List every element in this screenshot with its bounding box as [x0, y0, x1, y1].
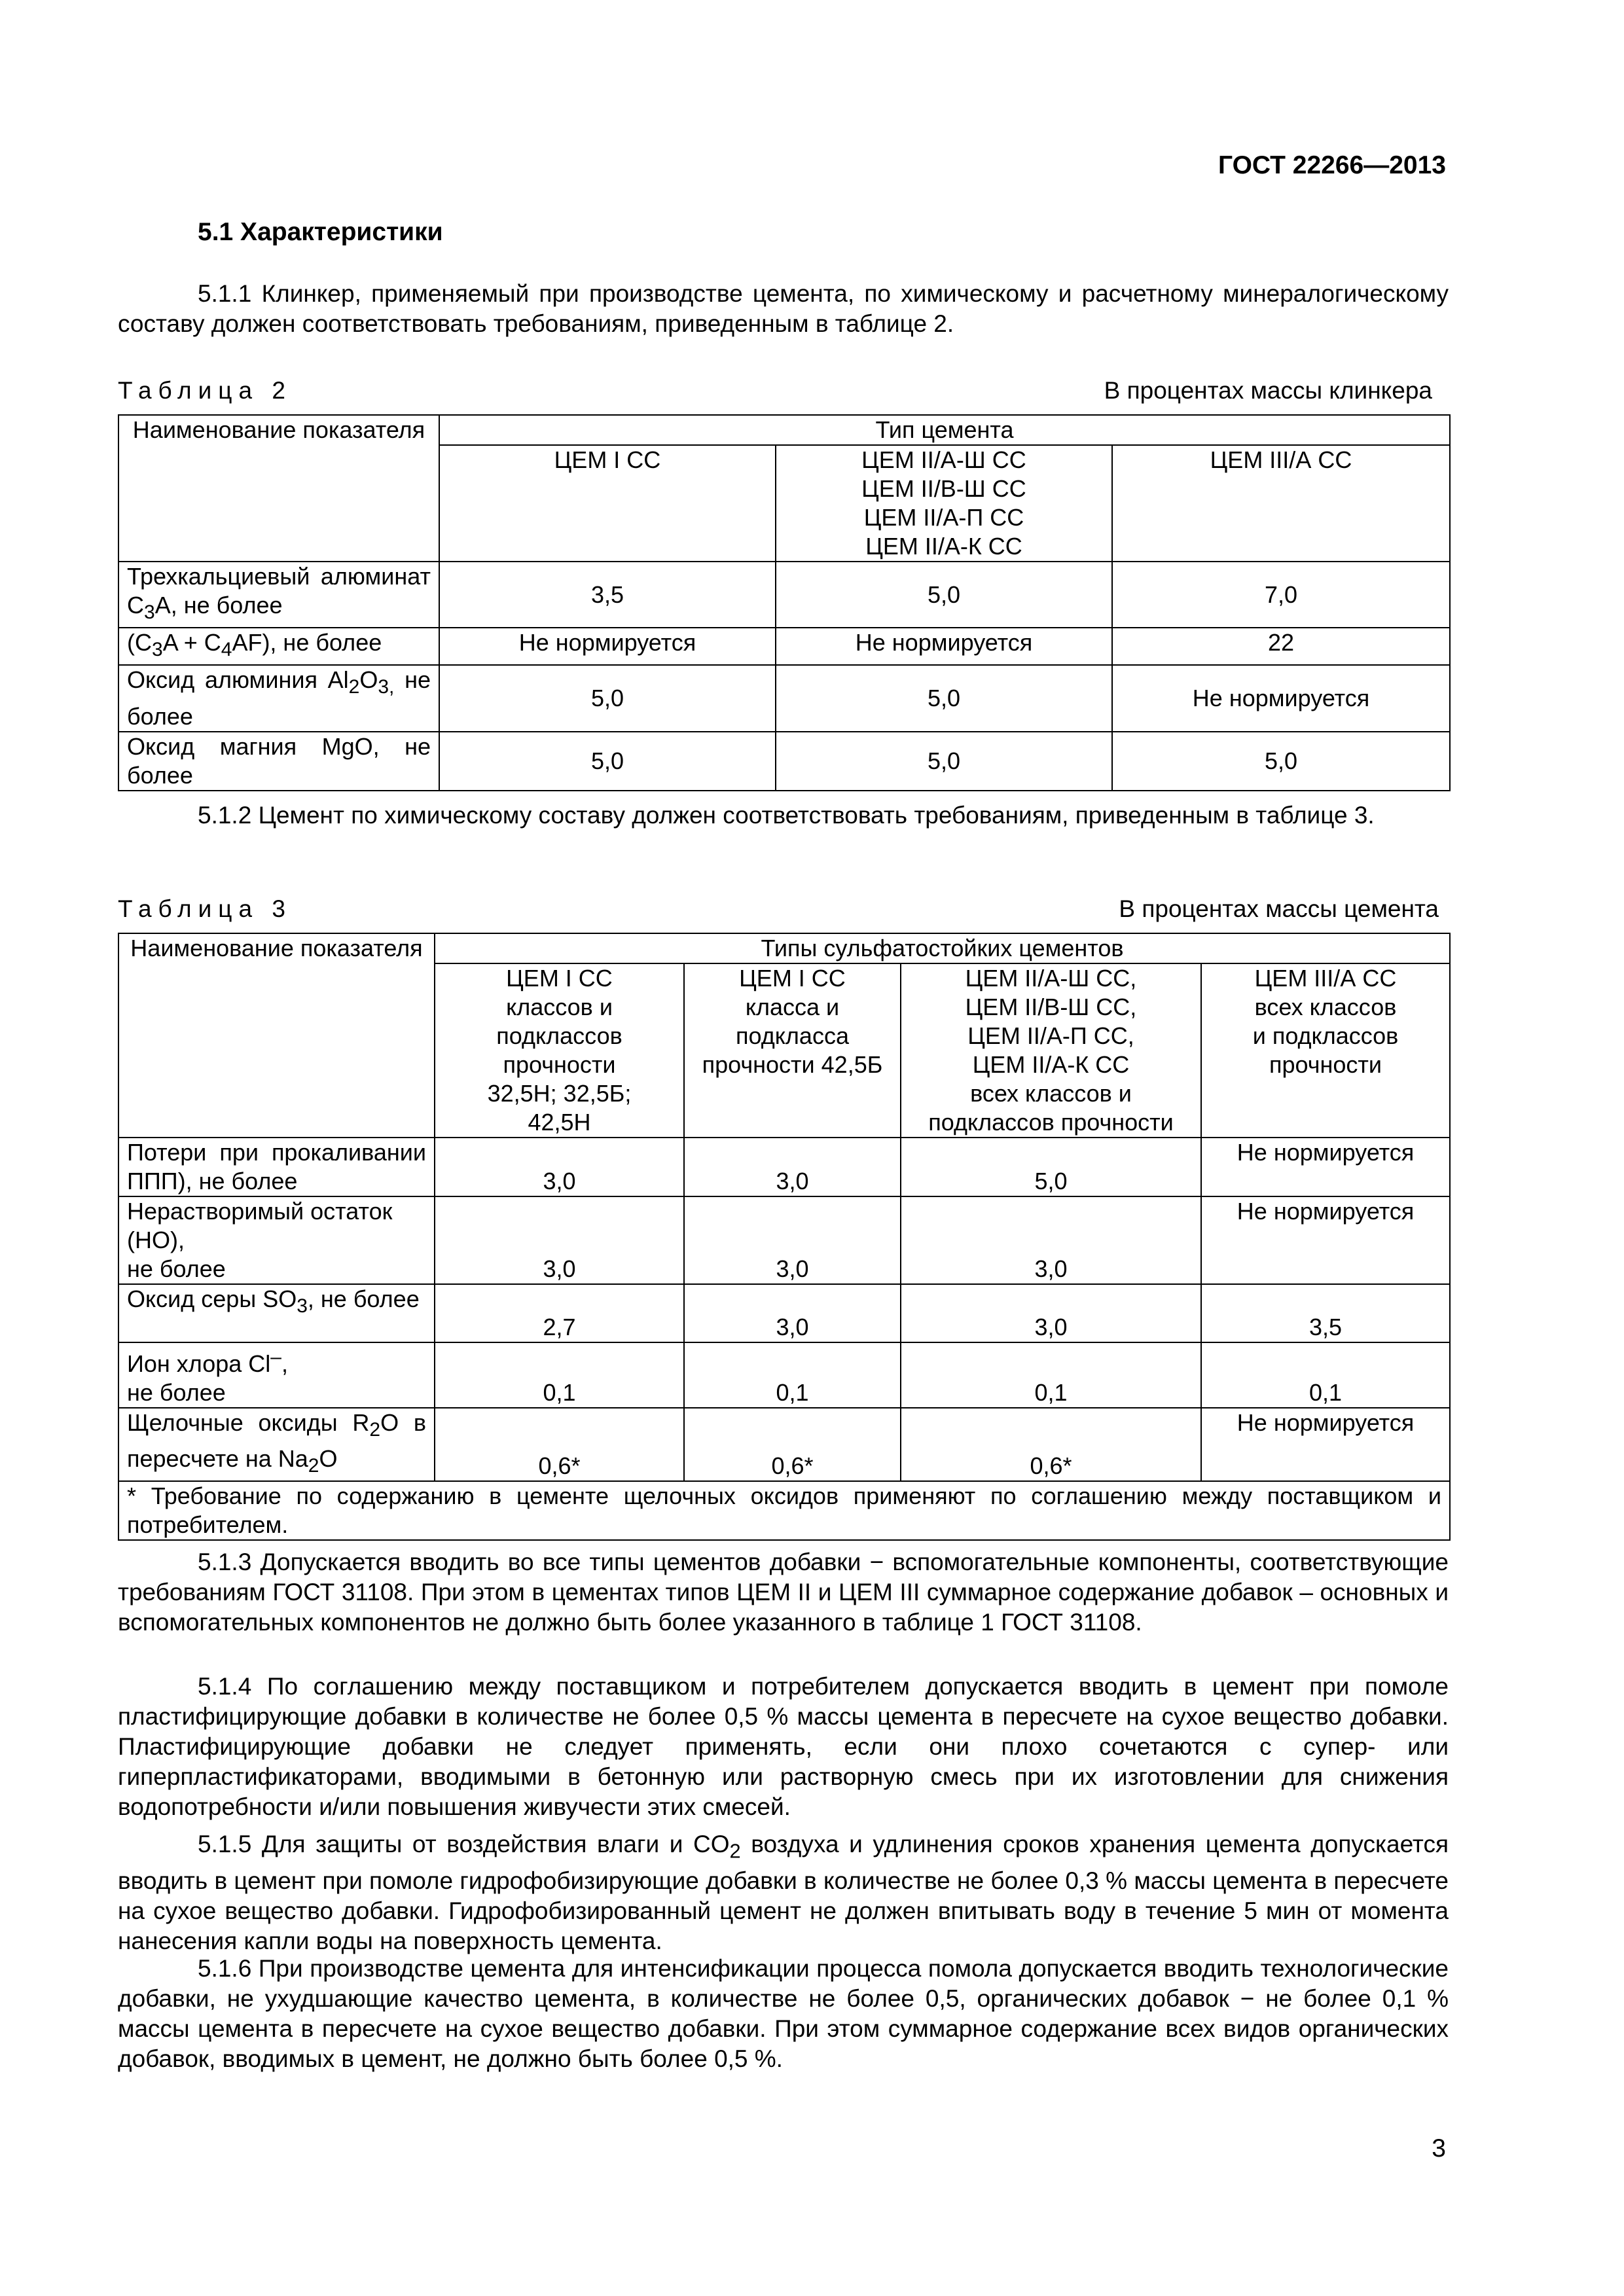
table-cell: 5,0 [901, 1138, 1201, 1196]
table-cell: 0,1 [1201, 1342, 1450, 1408]
paragraph-5-1-3: 5.1.3 Допускается вводить во все типы цементов добавки − вспомогательные компоненты, соответствующие требованиям ГОСТ 31108. При этом в цементах типов ЦЕМ II и ЦЕМ III суммарное содержание добавок – основных и вспомогательных компонентов не должно быть более указанного в таблице 1 ГОСТ 31108. [118, 1549, 1449, 1636]
table-cell: Не нормируется [1201, 1138, 1450, 1196]
table-cell: 5,0 [776, 665, 1112, 731]
table-row [118, 1342, 1450, 1408]
table-cell: 22 [1112, 628, 1450, 665]
table2-col-indicator: Наименование показателя [118, 415, 439, 562]
table-cell: 3,0 [901, 1196, 1201, 1284]
document-code: ГОСТ 22266—2013 [1218, 151, 1446, 179]
table3-row-label: Оксид серы $SO_3$, не более [118, 1284, 435, 1342]
table-cell: 3,0 [684, 1284, 901, 1342]
table-cell: 0,1 [684, 1342, 901, 1408]
table-row [118, 665, 1450, 731]
table-row [118, 628, 1450, 665]
table-cell: 3,5 [1201, 1284, 1450, 1342]
paragraph-5-1-5: 5.1.5 Для защиты от воздействия влаги и $CO_2$ воздуха и удлинения сроков хранения цемента допускается вводить в цемент при помоле гидрофобизирующие добавки в количестве не более 0,3 % массы цемента в пересчете на сухое вещество добавки. Гидрофобизированный цемент не должен впитывать воду в течение 5 мин от момента нанесения капли воды на поверхность цемента. [118, 1831, 1449, 1955]
table3-header-row [118, 933, 1450, 963]
table2-type-cem3: ЦЕМ III/А СС [1112, 445, 1450, 562]
table-2 [118, 414, 1451, 791]
table-row [118, 732, 1450, 791]
table2-row-label: Оксид алюминия $Al_2O_{3,}$ не более [118, 665, 439, 731]
table3-type-4: ЦЕМ III/А СС всех классов и подклассов прочности [1201, 963, 1450, 1138]
table3-row-label: Ион хлора Cl–, не более [118, 1342, 435, 1408]
paragraph-5-1-4: 5.1.4 По соглашению между поставщиком и потребителем допускается вводить в цемент при помоле пластифицирующие добавки в количестве не более 0,5 % массы цемента в пересчете на сухое вещество добавки. Пластифицирующие добавки не следует применять, если они плохо сочетаются с супер- или гиперпластификаторами, вводимыми в бетонную или растворную смесь при их изготовлении для снижения водопотребности и/или повышения живучести этих смесей. [118, 1673, 1449, 1820]
table2-type-cem2: ЦЕМ II/А-Ш СС ЦЕМ II/В-Ш СС ЦЕМ II/А-П СС ЦЕМ II/А-К СС [776, 445, 1112, 562]
table-cell: Не нормируется [439, 628, 776, 665]
table-cell: 3,5 [439, 562, 776, 628]
table3-row-label: Потери при прокаливании ППП), не более [118, 1138, 435, 1196]
table-cell: 5,0 [776, 562, 1112, 628]
table-cell: 0,1 [901, 1342, 1201, 1408]
paragraph-5-1-6: 5.1.6 При производстве цемента для интенсификации процесса помола допускается вводить технологические добавки, не ухудшающие качество цемента, в количестве не более 0,5, органических добавок − не более 0,1 % массы цемента в пересчете на сухое вещество добавки. При этом суммарное содержание всех видов органических добавок, вводимых в цемент, не должно быть более 0,5 %. [118, 1955, 1449, 2072]
page-number: 3 [1432, 2134, 1446, 2162]
table-cell: 0,6* [684, 1408, 901, 1481]
table-row [118, 562, 1450, 628]
table-cell: 5,0 [776, 732, 1112, 791]
table3-type-3: ЦЕМ II/А-Ш СС, ЦЕМ II/В-Ш СС, ЦЕМ II/А-П СС, ЦЕМ II/А-К СС всех классов и подклассов прочности [901, 963, 1201, 1138]
table3-unit: В процентах массы цемента [1119, 895, 1439, 922]
table3-row-label: Нерастворимый остаток (НО), не более [118, 1196, 435, 1284]
table3-col-indicator: Наименование показателя [118, 933, 435, 1138]
table-cell: Не нормируется [1201, 1196, 1450, 1284]
table3-row-label: Щелочные оксиды $R_2O$ в пересчете на $Na_2O$ [118, 1408, 435, 1481]
table-cell: 0,6* [901, 1408, 1201, 1481]
table-row [118, 1138, 1450, 1196]
table2-type-cem1: ЦЕМ I СС [439, 445, 776, 562]
table-row [118, 1408, 1450, 1481]
table2-col-group: Тип цемента [439, 415, 1450, 445]
table-cell: 5,0 [439, 665, 776, 731]
paragraph-5-1-2: 5.1.2 Цемент по химическому составу должен соответствовать требованиям, приведенным в таблице 3. [198, 802, 1375, 829]
table-cell: 3,0 [684, 1138, 901, 1196]
table-cell: Не нормируется [1112, 665, 1450, 731]
table3-col-group: Типы сульфатостойких цементов [435, 933, 1450, 963]
table-cell: 7,0 [1112, 562, 1450, 628]
table-cell: 3,0 [435, 1196, 684, 1284]
table2-row-label: Трехкальциевый алюминат $C_3A$, не более [118, 562, 439, 628]
table-cell: 5,0 [439, 732, 776, 791]
table-cell: 0,6* [435, 1408, 684, 1481]
table2-caption: Таблица 2 [118, 377, 292, 404]
table3-footnote-row [118, 1481, 1450, 1540]
table3-caption: Таблица 3 [118, 895, 292, 922]
table3-type-1: ЦЕМ I СС классов и подклассов прочности 32,5Н; 32,5Б; 42,5Н [435, 963, 684, 1138]
table3-type-2: ЦЕМ I СС класса и подкласса прочности 42,5Б [684, 963, 901, 1138]
table2-unit: В процентах массы клинкера [1104, 377, 1432, 404]
table-cell: 3,0 [435, 1138, 684, 1196]
section-title: 5.1 Характеристики [198, 218, 443, 246]
table2-header-row [118, 415, 1450, 445]
table-cell: Не нормируется [1201, 1408, 1450, 1481]
table-cell: 3,0 [684, 1196, 901, 1284]
table-cell: 2,7 [435, 1284, 684, 1342]
table-cell: Не нормируется [776, 628, 1112, 665]
table-row [118, 1284, 1450, 1342]
table3-footnote: * Требование по содержанию в цементе щелочных оксидов применяют по соглашению между поставщиком и потребителем. [118, 1481, 1450, 1540]
table-cell: 0,1 [435, 1342, 684, 1408]
table-cell: 3,0 [901, 1284, 1201, 1342]
table-3 [118, 933, 1451, 1541]
table-row [118, 1196, 1450, 1284]
paragraph-5-1-1: 5.1.1 Клинкер, применяемый при производстве цемента, по химическому и расчетному минералогическому составу должен соответствовать требованиям, приведенным в таблице 2. [118, 280, 1449, 337]
table-cell: 5,0 [1112, 732, 1450, 791]
table2-row-label: $(C_3A + C_4AF)$, не более [118, 628, 439, 665]
table2-row-label: Оксид магния MgO, не более [118, 732, 439, 791]
